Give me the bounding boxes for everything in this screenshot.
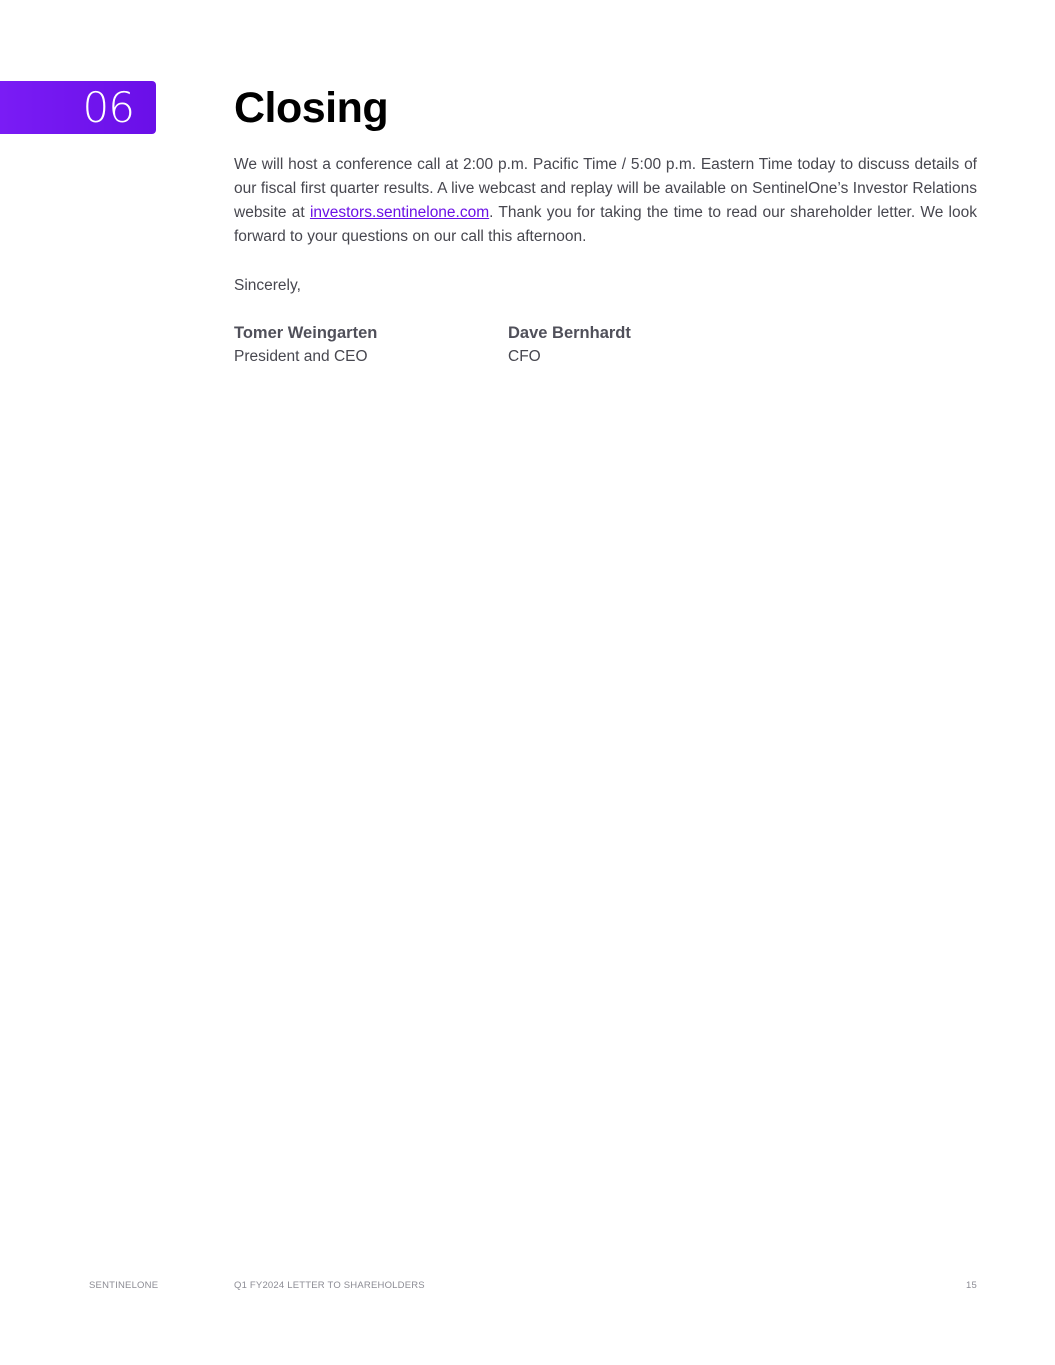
section-number: 06	[82, 83, 134, 132]
signatory-name: Dave Bernhardt	[508, 324, 631, 342]
page-title: Closing	[234, 84, 389, 132]
footer-company-name: SENTINELONE	[89, 1280, 159, 1291]
paragraph-text-before-link: We will host a conference call at 2:00 p.m. Pacific Time / 5:00 p.m. Eastern Time today to discuss details of our fiscal first quarter results. A live webcast and replay will be available on SentinelOne’s Investor Relations website at	[234, 156, 977, 221]
footer-page-number: 15	[966, 1280, 977, 1291]
closing-paragraph	[234, 153, 977, 249]
paragraph-text-after-link: . Thank you for taking the time to read our shareholder letter. We look forward to your questions on our call this afternoon.	[234, 204, 977, 245]
section-number-badge	[0, 81, 156, 134]
footer-document-title: Q1 FY2024 LETTER TO SHAREHOLDERS	[234, 1280, 425, 1291]
signatory-title: President and CEO	[234, 348, 368, 365]
signatory-cfo	[508, 321, 631, 369]
investor-relations-link[interactable]: investors.sentinelone.com	[309, 204, 490, 221]
signatory-name: Tomer Weingarten	[234, 324, 378, 342]
salutation: Sincerely,	[234, 277, 301, 294]
signatory-ceo	[234, 321, 377, 369]
signatory-title: CFO	[508, 348, 541, 365]
